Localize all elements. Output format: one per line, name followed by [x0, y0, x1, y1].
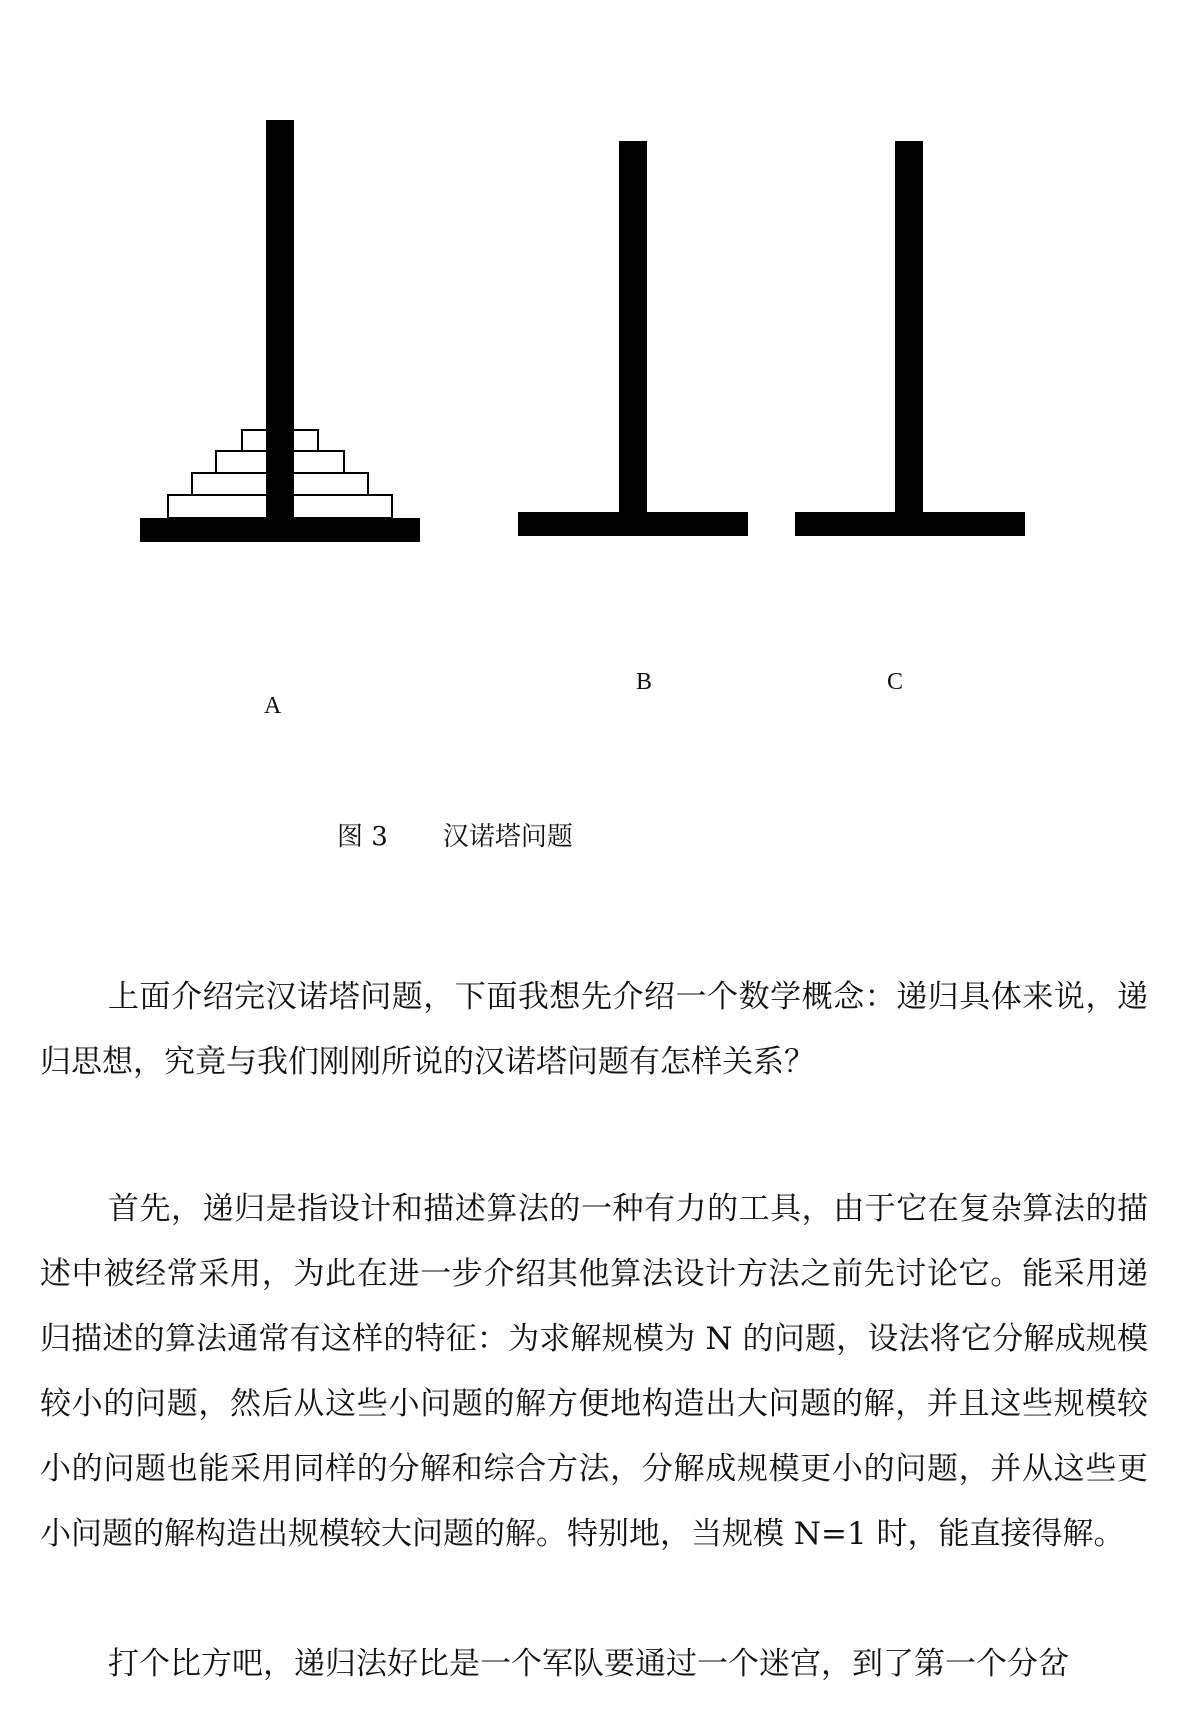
peg-b-base — [518, 512, 748, 536]
peg-a-rod — [266, 120, 294, 520]
peg-c-base — [795, 512, 1025, 536]
peg-label-c: C — [887, 669, 904, 695]
figure-caption — [337, 822, 573, 852]
figure-number: 图 3 — [337, 822, 388, 852]
peg-a — [140, 120, 420, 542]
peg-b — [518, 141, 748, 536]
peg-c-rod — [895, 141, 923, 515]
paragraph: 打个比方吧，递归法好比是一个军队要通过一个迷宫，到了第一个分岔 — [108, 1646, 1069, 1682]
peg-b-rod — [619, 141, 647, 515]
paragraph: 上面介绍完汉诺塔问题，下面我想先介绍一个数学概念：递归具体来说，递归思想，究竟与我们刚刚所说的汉诺塔问题有怎样关系？ — [40, 979, 1148, 1080]
paragraph: 首先，递归是指设计和描述算法的一种有力的工具，由于它在复杂算法的描述中被经常采用，为此在进一步介绍其他算法设计方法之前先讨论它。能采用递归描述的算法通常有这样的特征：为求解规模为 N 的问题，设法将它分解成规模较小的问题，然后从这些小问题的解方便地构造出大问题的解，并且这些规模较小的问题也能采用同样的分解和综合方法，分解成规模更小的问题，并从这些更小问题的解构造出规模较大问题的解。特别地，当规模 N=1 时，能直接得解。 — [40, 1191, 1148, 1552]
hanoi-tower-figure — [0, 0, 1189, 800]
figure-title: 汉诺塔问题 — [442, 822, 573, 852]
peg-a-base — [140, 518, 420, 542]
peg-label-b: B — [636, 669, 653, 695]
peg-c — [795, 141, 1025, 536]
peg-label-a: A — [264, 693, 282, 719]
